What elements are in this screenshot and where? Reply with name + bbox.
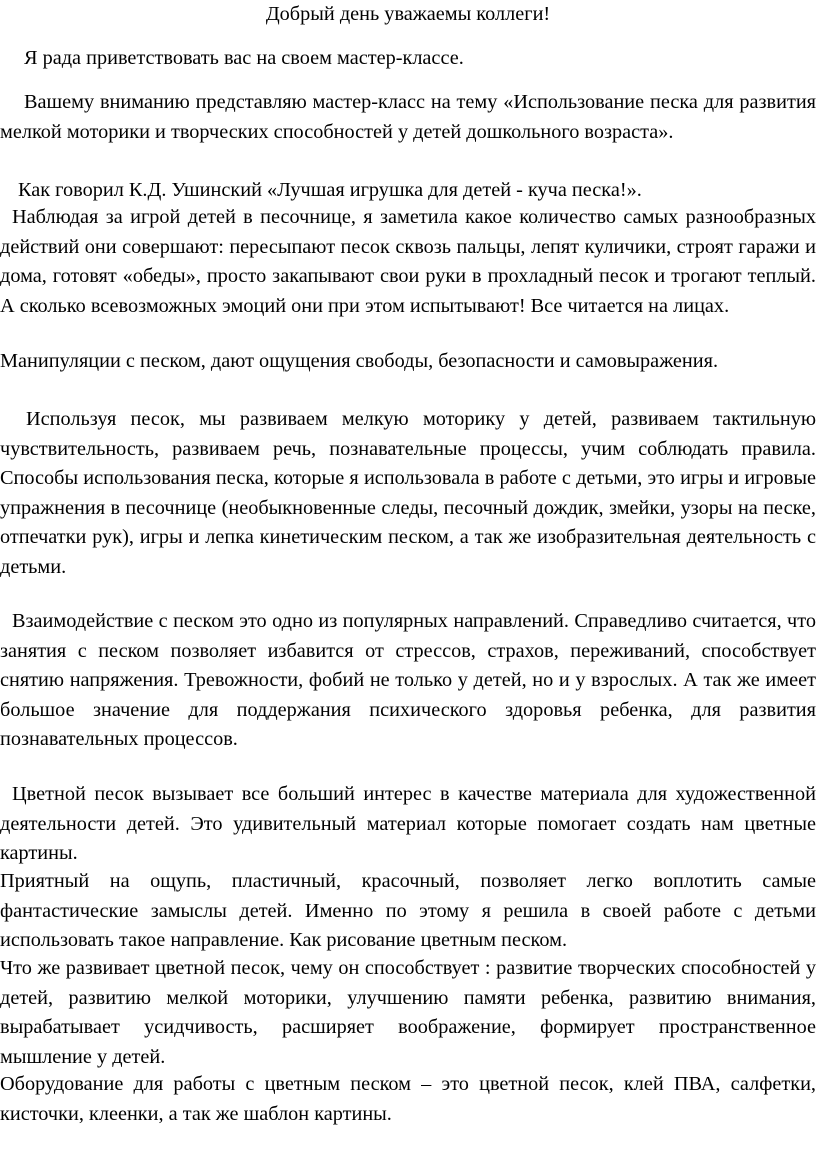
paragraph-sand-usage: Используя песок, мы развиваем мелкую моторику у детей, развиваем тактильную чувствительность, развиваем речь, познавательные процессы, учим соблюдать правила. Способы использования песка, которые я использовала в работе с детьми, это игры и игровые упражнения в песочнице (необыкновенные следы, песочный дождик, змейки, узоры на песке, отпечатки рук), игры и лепка кинетическим песком, а так же изобразительная деятельность с детьми. — [0, 408, 816, 578]
paragraph-colored-sand: Цветной песок вызывает все больший интерес в качестве материала для художественной деятельности детей. Это удивительный материал которые помогает создать нам цветные картины. — [0, 783, 816, 864]
paragraph-interaction: Взаимодействие с песком это одно из популярных направлений. Справедливо считается, что занятия с песком позволяет избавится от стрессов, страхов, переживаний, способствует снятию напряжения. Тревожности, фобий не только у детей, но и у взрослых. А так же имеет большое значение для поддержания психического здоровья ребенка, для развития познавательных процессов. — [0, 610, 816, 750]
paragraph-equipment: Оборудование для работы с цветным песком – это цветной песок, клей ПВА, салфетки, кисточки, клеенки, а так же шаблон картины. — [0, 1073, 816, 1125]
paragraph-welcome: Я рада приветствовать вас на своем мастер-классе. — [24, 47, 464, 69]
paragraph-topic: Вашему вниманию представляю мастер-класс на тему «Использование песка для развития мелкой моторики и творческих способностей у детей дошкольного возраста». — [0, 91, 816, 143]
paragraph-development: Что же развивает цветной песок, чему он способствует : развитие творческих способностей у детей, развитию мелкой моторики, улучшению памяти ребенка, развитию внимания, вырабатывает усидчивость, расширяет воображение, формирует пространственное мышление у детей. — [0, 957, 816, 1068]
paragraph-quote: Как говорил К.Д. Ушинский «Лучшая игрушка для детей - куча песка!». — [18, 179, 642, 201]
paragraph-observation: Наблюдая за игрой детей в песочнице, я заметила какое количество самых разнообразных действий они совершают: пересыпают песок сквозь пальцы, лепят куличики, строят гаражи и дома, готовят «обеды», просто закапывают свои руки в прохладный песок и трогают теплый. А сколько всевозможных эмоций они при этом испытывают! Все читается на лицах. — [0, 206, 816, 317]
paragraph-pleasant: Приятный на ощупь, пластичный, красочный, позволяет легко воплотить самые фантастические замыслы детей. Именно по этому я решила в своей работе с детьми использовать такое направление. Как рисование цветным песком. — [0, 870, 816, 951]
greeting-heading: Добрый день уважаемы коллеги! — [265, 3, 551, 25]
paragraph-manipulation: Манипуляции с песком, дают ощущения свободы, безопасности и самовыражения. — [0, 350, 719, 372]
